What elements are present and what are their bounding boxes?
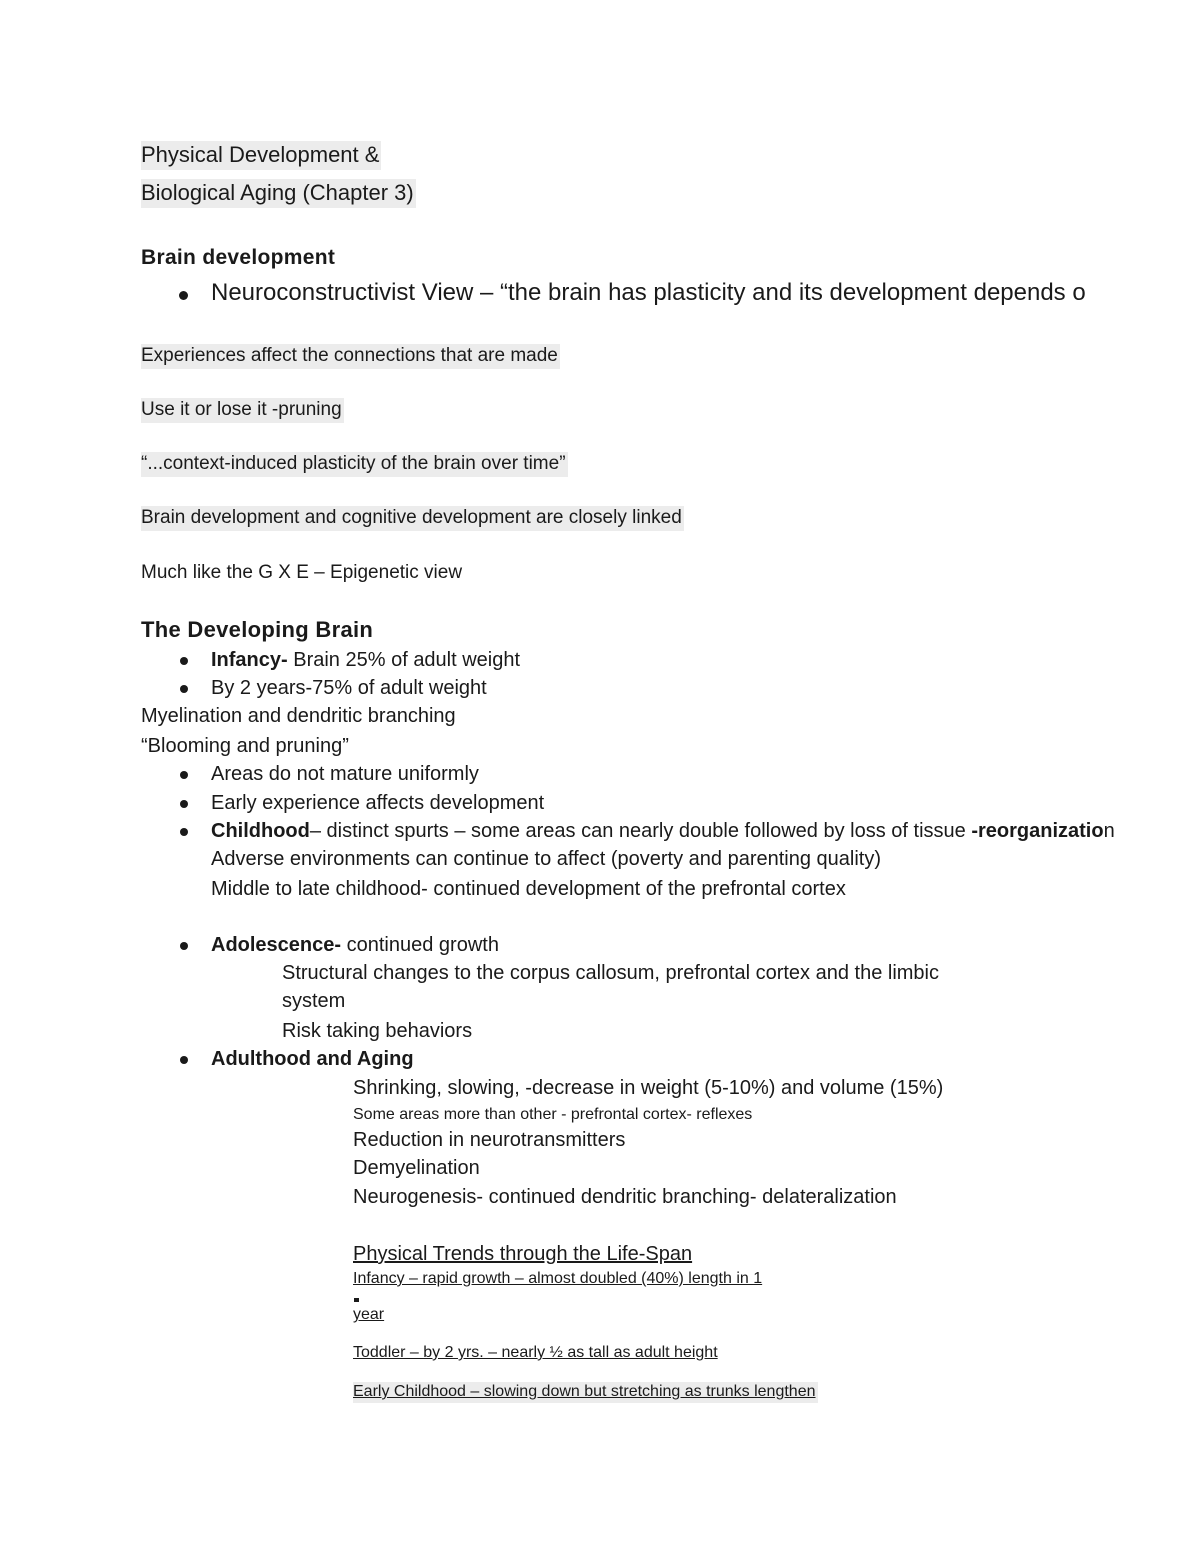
adolescence-sub-2: Risk taking behaviors bbox=[282, 1020, 473, 1042]
adolescence-sub-1a: Structural changes to the corpus callosum, prefrontal cortex and the limbic bbox=[282, 962, 939, 984]
list-marker-icon bbox=[354, 1298, 359, 1302]
developing-brain-heading: The Developing Brain bbox=[141, 617, 374, 642]
neuroconstructivist-bullet: Neuroconstructivist View – “the brain has plasticity and its development depends o bbox=[211, 279, 1086, 306]
brain-line-1-text: Experiences affect the connections that are made bbox=[141, 344, 560, 369]
infancy-text: Brain 25% of adult weight bbox=[287, 649, 521, 671]
adulthood-sub-1: Shrinking, slowing, -decrease in weight (5-10%) and volume (15%) bbox=[353, 1077, 944, 1099]
brain-line-2-text: Use it or lose it -pruning bbox=[141, 398, 344, 423]
brain-line-4 bbox=[141, 507, 684, 529]
childhood-sub-2: Middle to late childhood- continued development of the prefrontal cortex bbox=[211, 878, 846, 900]
brain-line-1 bbox=[141, 345, 560, 367]
title-line-1 bbox=[141, 142, 381, 168]
early-experience-item: Early experience affects development bbox=[211, 792, 545, 814]
blooming-line: “Blooming and pruning” bbox=[141, 735, 349, 757]
brain-line-3 bbox=[141, 453, 568, 475]
adulthood-sub-4: Demyelination bbox=[353, 1157, 480, 1179]
childhood-bold-tail: -reorganizatio bbox=[971, 820, 1104, 842]
brain-line-5-text: Much like the G X E – Epigenetic view bbox=[141, 562, 463, 583]
adolescence-text: continued growth bbox=[341, 934, 499, 956]
childhood-tail: n bbox=[1103, 820, 1115, 842]
physical-trends-heading: Physical Trends through the Life-Span bbox=[353, 1243, 693, 1265]
trend-early-childhood-text: Early Childhood – slowing down but stretching as trunks lengthen bbox=[353, 1382, 818, 1403]
adolescence-item bbox=[211, 934, 499, 957]
adulthood-sub-5: Neurogenesis- continued dendritic branching- delateralization bbox=[353, 1186, 897, 1208]
childhood-label: Childhood bbox=[211, 820, 310, 842]
childhood-text: – distinct spurts – some areas can nearly double followed by loss of tissue bbox=[309, 820, 972, 842]
brain-line-3-text: “...context-induced plasticity of the brain over time” bbox=[141, 452, 568, 477]
infancy-label: Infancy- bbox=[211, 649, 288, 671]
infancy-item bbox=[211, 649, 520, 672]
adolescence-label: Adolescence- bbox=[211, 934, 342, 956]
bullet-icon bbox=[180, 1056, 188, 1064]
two-years-item: By 2 years-75% of adult weight bbox=[211, 677, 487, 699]
bullet-icon bbox=[180, 828, 188, 836]
bullet-icon bbox=[180, 800, 188, 808]
title-line-2 bbox=[141, 180, 416, 206]
brain-line-5 bbox=[141, 562, 462, 584]
title-line-2-text: Biological Aging (Chapter 3) bbox=[141, 179, 416, 208]
adulthood-sub-3: Reduction in neurotransmitters bbox=[353, 1129, 626, 1151]
adulthood-sub-2: Some areas more than other - prefrontal cortex- reflexes bbox=[353, 1106, 753, 1123]
brain-line-4-text: Brain development and cognitive development are closely linked bbox=[141, 506, 684, 531]
brain-development-heading: Brain development bbox=[141, 246, 336, 269]
adulthood-label: Adulthood and Aging bbox=[211, 1048, 414, 1070]
trend-infancy-line-b: year bbox=[353, 1306, 385, 1323]
trend-toddler-line: Toddler – by 2 yrs. – nearly ½ as tall as adult height bbox=[353, 1344, 718, 1361]
childhood-sub-1: Adverse environments can continue to affect (poverty and parenting quality) bbox=[211, 848, 882, 870]
trend-infancy-line-a: Infancy – rapid growth – almost doubled (40%) length in 1 bbox=[353, 1270, 763, 1287]
myelination-line: Myelination and dendritic branching bbox=[141, 705, 456, 727]
bullet-icon bbox=[179, 291, 188, 300]
bullet-icon bbox=[180, 685, 188, 693]
bullet-icon bbox=[180, 657, 188, 665]
brain-line-2 bbox=[141, 399, 344, 421]
bullet-icon bbox=[180, 771, 188, 779]
adolescence-sub-1b: system bbox=[282, 990, 346, 1012]
title-line-1-text: Physical Development & bbox=[141, 141, 381, 170]
childhood-item bbox=[211, 820, 1115, 843]
bullet-icon bbox=[180, 942, 188, 950]
areas-item: Areas do not mature uniformly bbox=[211, 763, 479, 785]
trend-early-childhood-line bbox=[353, 1383, 818, 1401]
